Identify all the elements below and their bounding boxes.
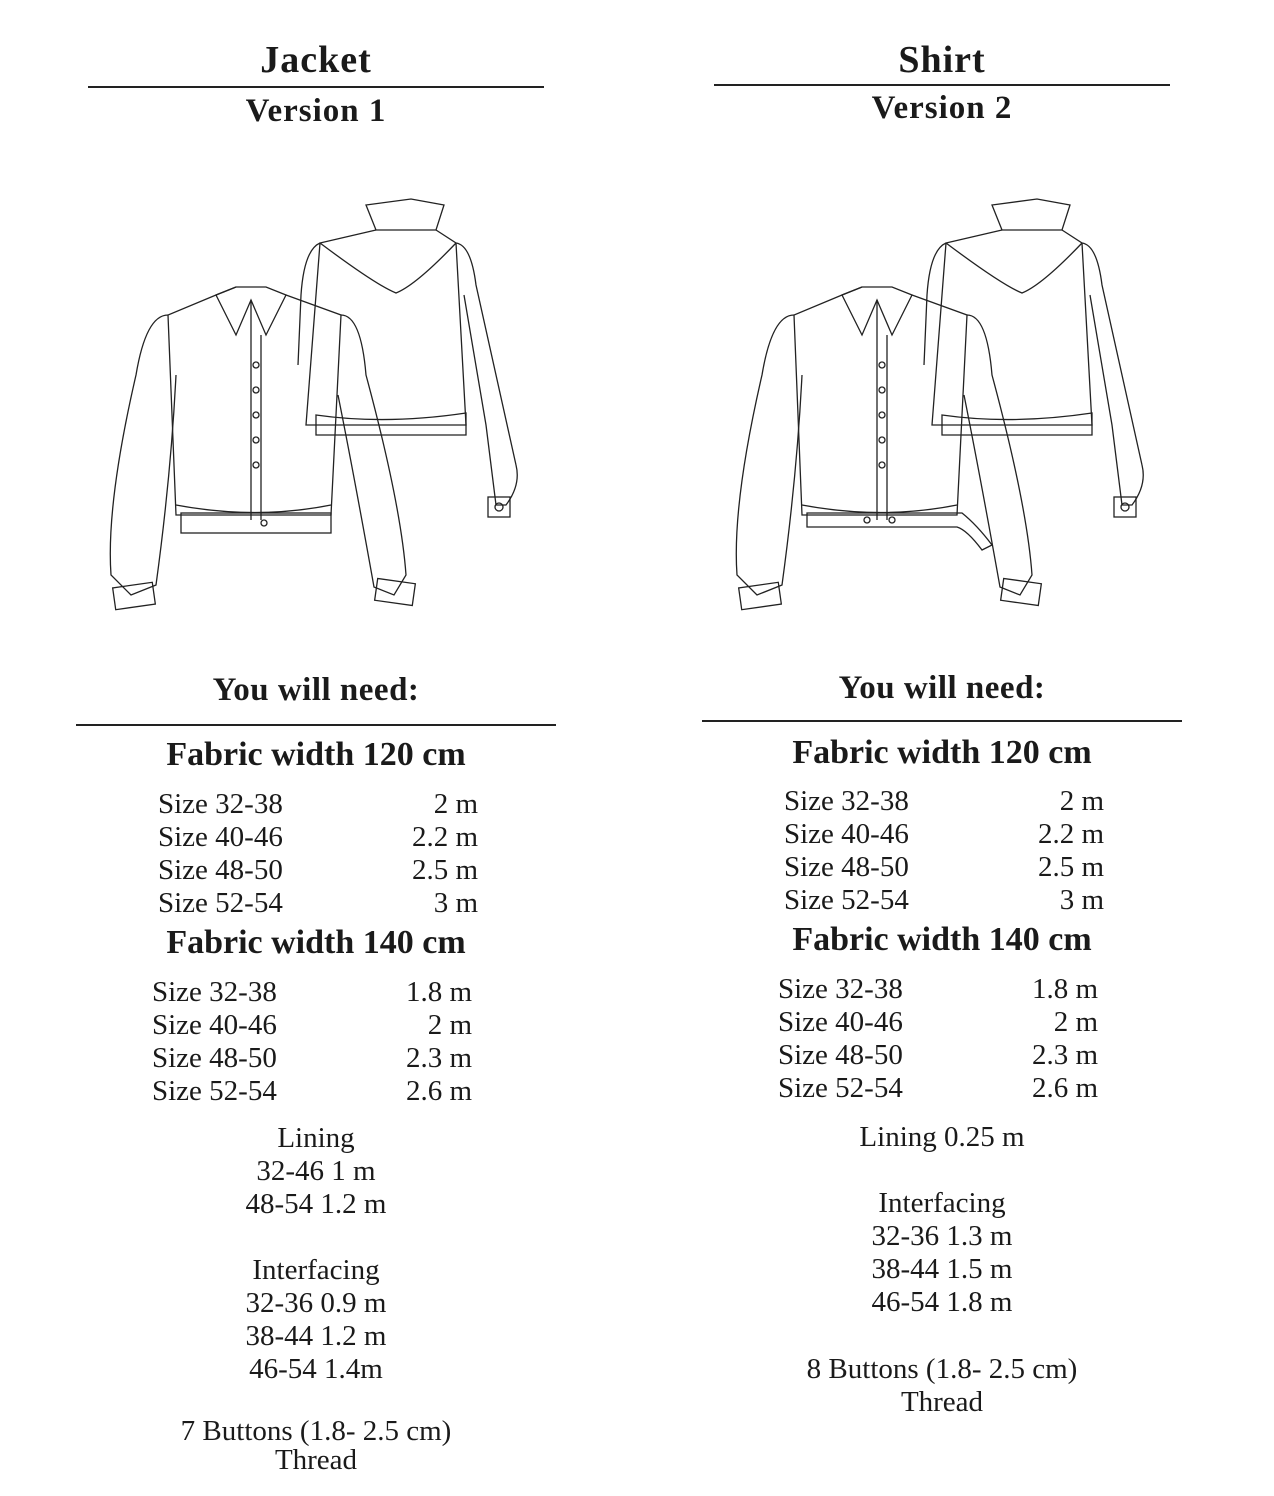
interfacing-line: Interfacing (252, 1254, 380, 1286)
jacket-technical-drawing (76, 175, 556, 635)
jacket-back-view (298, 199, 517, 517)
size-amount: 2.3 m (1031, 1039, 1098, 1071)
interfacing-line: 32-36 1.3 m (871, 1220, 1013, 1252)
buttons-line: 8 Buttons (1.8- 2.5 cm) (806, 1353, 1078, 1385)
size-amount: 1.8 m (405, 976, 472, 1008)
size-amount: 2.6 m (405, 1075, 472, 1107)
size-label: Size 32-38 (778, 973, 903, 1005)
size-row (158, 854, 478, 887)
interfacing-line: 38-44 1.2 m (245, 1320, 387, 1352)
thread-line: Thread (900, 1386, 984, 1418)
interfacing-line: 46-54 1.4m (249, 1353, 383, 1385)
interfacing-line: 46-54 1.8 m (871, 1286, 1013, 1318)
size-row (778, 973, 1098, 1006)
buttons-line: 7 Buttons (1.8- 2.5 cm) (180, 1415, 452, 1447)
jacket-front-view (110, 287, 415, 610)
need-rule (76, 724, 556, 726)
lining-line: 48-54 1.2 m (245, 1188, 387, 1220)
size-row (784, 884, 1104, 917)
interfacing-block (56, 1254, 576, 1386)
size-row (152, 976, 472, 1009)
size-amount: 2 m (427, 1009, 472, 1041)
size-row (158, 821, 478, 854)
size-label: Size 52-54 (158, 887, 283, 919)
jacket-version: Version 1 (245, 93, 387, 129)
size-row (152, 1009, 472, 1042)
size-amount: 2.2 m (1037, 818, 1104, 850)
fabric-140-size-table (152, 976, 472, 1108)
size-label: Size 48-50 (152, 1042, 277, 1074)
size-label: Size 40-46 (152, 1009, 277, 1041)
lining-block (56, 1122, 576, 1221)
notions-block (682, 1353, 1202, 1419)
size-label: Size 40-46 (784, 818, 909, 850)
interfacing-line: 32-36 0.9 m (245, 1287, 387, 1319)
shirt-column (682, 0, 1202, 1496)
you-will-need-heading: You will need: (838, 670, 1046, 706)
fabric-width-140-heading: Fabric width 140 cm (166, 924, 466, 961)
size-amount: 2 m (1059, 785, 1104, 817)
size-row (158, 887, 478, 920)
size-row (784, 818, 1104, 851)
title-rule (88, 86, 544, 88)
interfacing-line: 38-44 1.5 m (871, 1253, 1013, 1285)
size-row (778, 1006, 1098, 1039)
size-label: Size 52-54 (778, 1072, 903, 1104)
notions-block (56, 1415, 576, 1477)
interfacing-line: Interfacing (878, 1187, 1006, 1219)
fabric-width-120-heading: Fabric width 120 cm (792, 734, 1092, 771)
shirt-version: Version 2 (871, 90, 1013, 126)
size-row (158, 788, 478, 821)
fabric-width-140-heading: Fabric width 140 cm (792, 921, 1092, 958)
size-row (784, 785, 1104, 818)
size-amount: 1.8 m (1031, 973, 1098, 1005)
interfacing-block (682, 1187, 1202, 1319)
jacket-column (56, 0, 576, 1496)
size-amount: 2 m (1053, 1006, 1098, 1038)
lining-line: 32-46 1 m (256, 1155, 376, 1187)
fabric-120-size-table (158, 788, 478, 920)
size-row (778, 1072, 1098, 1105)
shirt-title: Shirt (898, 39, 986, 81)
shirt-front-view (736, 287, 1041, 610)
size-label: Size 40-46 (778, 1006, 903, 1038)
size-label: Size 52-54 (152, 1075, 277, 1107)
size-label: Size 52-54 (784, 884, 909, 916)
size-row (152, 1075, 472, 1108)
lining-block (682, 1121, 1202, 1154)
fabric-140-size-table (778, 973, 1098, 1105)
thread-line: Thread (274, 1444, 358, 1476)
size-amount: 2 m (433, 788, 478, 820)
size-amount: 3 m (433, 887, 478, 919)
size-label: Size 48-50 (778, 1039, 903, 1071)
size-label: Size 48-50 (784, 851, 909, 883)
title-rule (714, 84, 1170, 86)
lining-line: Lining (277, 1122, 355, 1154)
size-amount: 2.5 m (411, 854, 478, 886)
size-label: Size 32-38 (152, 976, 277, 1008)
size-amount: 3 m (1059, 884, 1104, 916)
you-will-need-heading: You will need: (212, 672, 420, 708)
need-rule (702, 720, 1182, 722)
size-label: Size 32-38 (784, 785, 909, 817)
size-row (778, 1039, 1098, 1072)
size-label: Size 32-38 (158, 788, 283, 820)
fabric-120-size-table (784, 785, 1104, 917)
jacket-title: Jacket (260, 39, 372, 81)
size-row (784, 851, 1104, 884)
size-amount: 2.3 m (405, 1042, 472, 1074)
fabric-width-120-heading: Fabric width 120 cm (166, 736, 466, 773)
size-amount: 2.2 m (411, 821, 478, 853)
size-label: Size 48-50 (158, 854, 283, 886)
size-row (152, 1042, 472, 1075)
lining-line: Lining 0.25 m (859, 1121, 1025, 1153)
shirt-technical-drawing (702, 175, 1182, 635)
size-label: Size 40-46 (158, 821, 283, 853)
size-amount: 2.5 m (1037, 851, 1104, 883)
shirt-back-view (924, 199, 1143, 517)
size-amount: 2.6 m (1031, 1072, 1098, 1104)
